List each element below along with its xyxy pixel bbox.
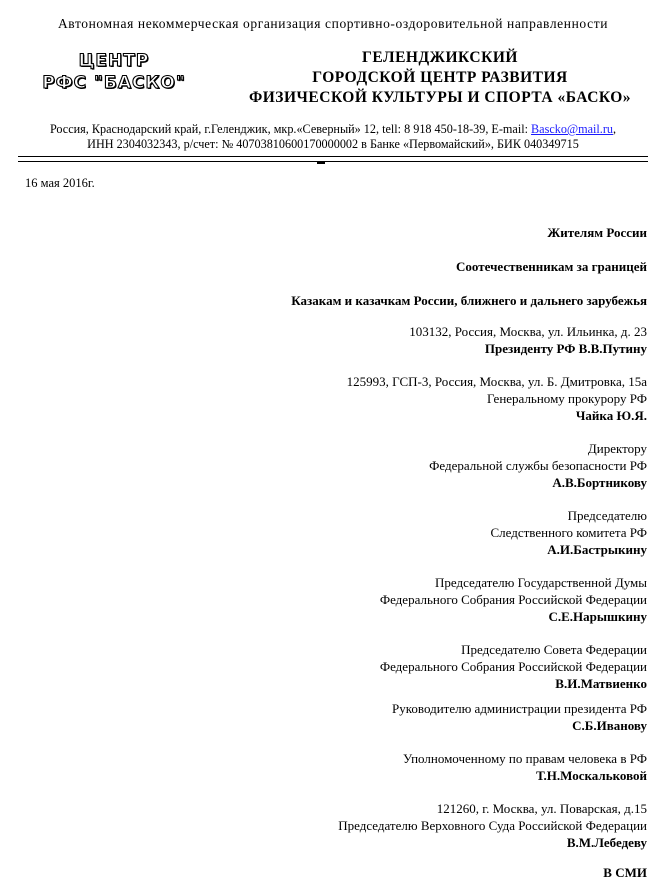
header-rule-bottom xyxy=(18,161,648,162)
email-link[interactable]: Basсko@mail.ru xyxy=(531,122,613,136)
recipient-name: В СМИ xyxy=(603,865,647,880)
recipient-detail: 121260, г. Москва, ул. Поварская, д.15 xyxy=(436,801,647,816)
organization-name-line-3: ФИЗИЧЕСКОЙ КУЛЬТУРЫ И СПОРТА «БАСКО» xyxy=(248,89,632,106)
address-line-2: ИНН 2304032343, р/счет: № 40703810600170000002 в Банке «Первомайский», БИК 040349715 xyxy=(87,137,579,151)
recipient-name: С.Е.Нарышкину xyxy=(548,609,647,624)
recipient-block xyxy=(490,507,647,558)
recipient-name: В.И.Матвиенко xyxy=(555,676,647,691)
organization-name-line-1: ГЕЛЕНДЖИКСКИЙ xyxy=(362,49,518,66)
recipient-name: Казакам и казачкам России, ближнего и дальнего зарубежья xyxy=(291,293,647,308)
address-block xyxy=(0,122,666,152)
header-rule-mark: ▬ xyxy=(317,157,325,166)
recipient-block xyxy=(380,574,647,625)
top-organization-line: Автономная некоммерческая организация спортивно-оздоровительной направленности xyxy=(57,16,609,31)
logo xyxy=(28,50,200,94)
recipient-detail: Председателю xyxy=(567,508,647,523)
recipient-block xyxy=(456,258,647,275)
recipient-detail: Председателю Совета Федерации xyxy=(461,642,647,657)
recipient-detail: Федеральной службы безопасности РФ xyxy=(429,458,647,473)
recipient-name: Соотечественникам за границей xyxy=(456,259,647,274)
recipient-detail: Руководителю администрации президента РФ xyxy=(392,701,647,716)
recipient-name: С.Б.Иванову xyxy=(572,718,647,733)
recipient-name: Чайка Ю.Я. xyxy=(575,408,647,423)
recipient-name: Т.Н.Москальковой xyxy=(536,768,647,783)
address-line-1-suffix: , xyxy=(613,122,617,136)
recipient-block xyxy=(347,373,647,424)
recipient-block xyxy=(392,700,647,734)
organization-name-line-2: ГОРОДСКОЙ ЦЕНТР РАЗВИТИЯ xyxy=(312,69,568,86)
letter-date: 16 мая 2016г. xyxy=(25,176,95,190)
recipient-detail: Уполномоченному по правам человека в РФ xyxy=(403,751,647,766)
recipient-block xyxy=(291,292,647,309)
recipient-block xyxy=(409,323,647,357)
recipient-detail: 125993, ГСП-3, Россия, Москва, ул. Б. Дмитровка, 15а xyxy=(346,374,647,389)
recipient-detail: Директору xyxy=(587,441,647,456)
recipient-name: А.И.Бастрыкину xyxy=(547,542,647,557)
recipient-name: В.М.Лебедеву xyxy=(566,835,647,850)
recipient-block xyxy=(338,800,647,851)
recipient-block xyxy=(429,440,647,491)
header-rule-top xyxy=(18,156,648,157)
address-line-1 xyxy=(0,122,666,137)
logo-line-1: ЦЕНТР xyxy=(78,51,150,71)
recipient-detail: Председателю Государственной Думы xyxy=(435,575,647,590)
address-line-1-text: Россия, Краснодарский край, г.Геленджик, мкр.«Северный» 12, tell: 8 918 450-18-39, E-mail: xyxy=(49,122,528,136)
recipient-block xyxy=(547,224,647,241)
recipient-detail: 103132, Россия, Москва, ул. Ильинка, д. 23 xyxy=(409,324,647,339)
organization-name xyxy=(228,48,652,108)
recipient-detail: Председателю Верховного Суда Российской Федерации xyxy=(338,818,647,833)
recipient-detail: Генеральному прокурору РФ xyxy=(487,391,647,406)
recipient-detail: Федерального Собрания Российской Федерации xyxy=(379,592,647,607)
recipient-name: А.В.Бортникову xyxy=(552,475,647,490)
recipient-block xyxy=(380,641,647,692)
recipient-detail: Следственного комитета РФ xyxy=(490,525,647,540)
recipient-name: Жителям России xyxy=(547,225,647,240)
recipient-name: Президенту РФ В.В.Путину xyxy=(484,341,647,356)
recipient-detail: Федерального Собрания Российской Федерации xyxy=(379,659,647,674)
recipient-block xyxy=(603,864,647,881)
logo-line-2: РФС "БАСКО" xyxy=(42,73,186,93)
recipient-block xyxy=(403,750,647,784)
